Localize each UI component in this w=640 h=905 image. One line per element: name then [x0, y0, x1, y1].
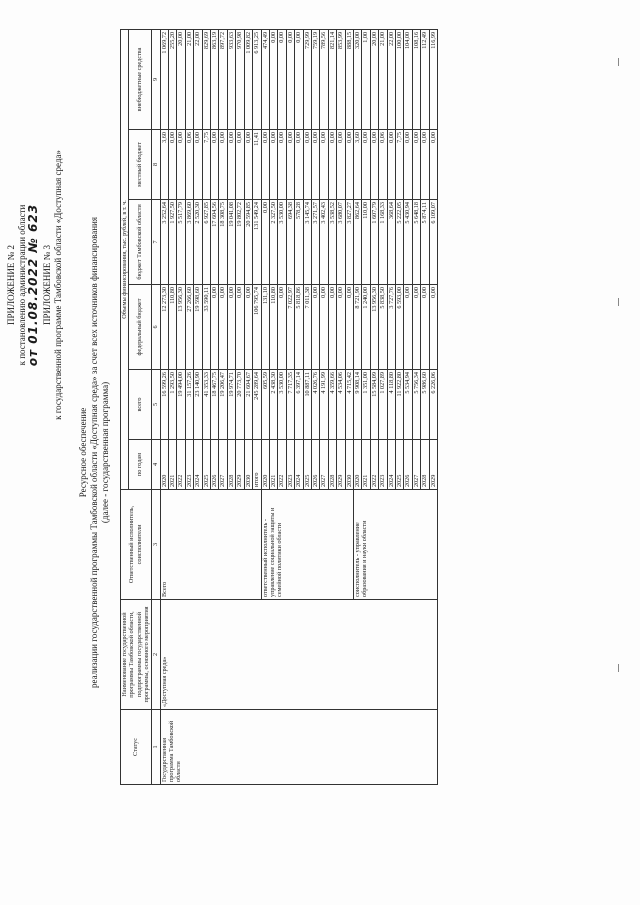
value-cell: 0,00	[211, 285, 219, 370]
value-cell: 3 271,57	[311, 200, 319, 285]
value-cell: 131,10	[261, 285, 269, 370]
value-cell: 0,00	[370, 130, 378, 200]
value-cell: 20,00	[370, 29, 378, 129]
header-total: всего	[129, 370, 151, 440]
value-cell: 2 520,30	[194, 200, 202, 285]
header-federal: федеральный бюджет	[129, 285, 151, 370]
value-cell: 0,00	[227, 130, 235, 200]
value-cell: 131 549,24	[253, 200, 261, 285]
value-cell: 0,00	[278, 130, 286, 200]
value-cell: 5 874,11	[421, 200, 429, 285]
value-cell: 789,56	[320, 29, 328, 129]
value-cell: 605,59	[261, 370, 269, 440]
header-regional: бюджет Тамбовской области	[129, 200, 151, 285]
value-cell: 19 041,08	[227, 200, 235, 285]
value-cell: 5 517,79	[177, 200, 185, 285]
value-cell: 6 397,14	[295, 370, 303, 440]
column-index-cell: 1	[151, 710, 160, 785]
value-cell: 22,00	[194, 29, 202, 129]
value-cell: 3,60	[160, 130, 168, 200]
value-cell: 9 908,14	[353, 370, 361, 440]
value-cell: 694,38	[286, 200, 294, 285]
value-cell: 255,20	[169, 29, 177, 129]
column-index-cell: 2	[151, 600, 160, 710]
value-cell: 5 534,94	[404, 370, 412, 440]
value-cell: 3 145,74	[303, 200, 311, 285]
value-cell: 23 140,90	[194, 370, 202, 440]
value-cell: 3 538,52	[328, 200, 336, 285]
value-cell: 0,00	[278, 285, 286, 370]
value-cell: 0,00	[269, 29, 277, 129]
value-cell: 5 818,86	[295, 285, 303, 370]
year-cell: 2027	[320, 440, 328, 490]
value-cell: 0,00	[219, 130, 227, 200]
document-header	[6, 120, 64, 450]
header-years: по годам	[129, 440, 151, 490]
value-cell: 110,00	[362, 200, 370, 285]
value-cell: 1 240,00	[362, 285, 370, 370]
value-cell: 0,00	[211, 130, 219, 200]
value-cell: 12 273,30	[160, 285, 168, 370]
value-cell: 11 922,80	[396, 370, 404, 440]
year-cell: 2026	[211, 440, 219, 490]
year-cell: 2022	[370, 440, 378, 490]
value-cell: 27 266,60	[185, 285, 193, 370]
year-cell: 2020	[160, 440, 168, 490]
value-cell: 1 927,50	[169, 200, 177, 285]
value-cell: 0,00	[429, 285, 437, 370]
header-local: местный бюджет	[129, 130, 151, 200]
value-cell: 0,06	[379, 130, 387, 200]
value-cell: 1 069,72	[160, 29, 168, 129]
value-cell: 0,00	[244, 130, 252, 200]
value-cell: 21,00	[379, 29, 387, 129]
value-cell: 0,00	[429, 130, 437, 200]
value-cell: 3 530,00	[278, 200, 286, 285]
year-cell: 2021	[362, 440, 370, 490]
value-cell: 6 109,07	[429, 200, 437, 285]
year-cell: 2021	[169, 440, 177, 490]
column-index-cell: 6	[151, 285, 160, 370]
year-cell: итого	[253, 440, 261, 490]
value-cell: 7 011,38	[303, 285, 311, 370]
value-cell: 13 956,30	[177, 285, 185, 370]
value-cell: 16 599,26	[160, 370, 168, 440]
value-cell: 1 293,50	[169, 370, 177, 440]
year-cell: 2025	[202, 440, 210, 490]
value-cell: 4 359,66	[328, 370, 336, 440]
year-cell: 2024	[295, 440, 303, 490]
appendix-3-label: ПРИЛОЖЕНИЕ № 3	[42, 244, 52, 326]
value-cell: 5 756,34	[412, 370, 420, 440]
year-cell: 2029	[337, 440, 345, 490]
value-cell: 0,00	[286, 130, 294, 200]
value-cell: 11,41	[253, 130, 261, 200]
value-cell: 0,00	[261, 130, 269, 200]
value-cell: 0,00	[278, 29, 286, 129]
year-cell: 2020	[353, 440, 361, 490]
year-cell: 2027	[219, 440, 227, 490]
value-cell: 108,16	[412, 29, 420, 129]
value-cell: 897,72	[219, 29, 227, 129]
value-cell: 0,00	[269, 130, 277, 200]
value-cell: 320,00	[353, 29, 361, 129]
column-index-cell: 4	[151, 440, 160, 490]
value-cell: 6 226,06	[429, 370, 437, 440]
value-cell: 888,15	[345, 29, 353, 129]
value-cell: 0,00	[295, 130, 303, 200]
value-cell: 21 604,67	[244, 370, 252, 440]
value-cell: 19 802,72	[236, 200, 244, 285]
value-cell: 2 327,50	[269, 200, 277, 285]
value-cell: 0,00	[227, 285, 235, 370]
column-index-cell: 3	[151, 490, 160, 600]
value-cell: 19 206,47	[219, 370, 227, 440]
year-cell: 2023	[286, 440, 294, 490]
value-cell: 0,00	[194, 130, 202, 200]
value-cell: 112,49	[421, 29, 429, 129]
value-cell: 0,00	[311, 285, 319, 370]
executor-cell: соисполнитель - управление образования и науки области	[353, 490, 437, 600]
value-cell: 110,80	[169, 285, 177, 370]
value-cell: 245 289,64	[253, 370, 261, 440]
value-cell: 6 927,85	[202, 200, 210, 285]
value-cell: 0,00	[412, 285, 420, 370]
value-cell: 10 887,11	[303, 370, 311, 440]
column-index-cell: 7	[151, 200, 160, 285]
value-cell: 4 715,42	[345, 370, 353, 440]
value-cell: 15 584,09	[370, 370, 378, 440]
executor-cell: Всего	[160, 490, 261, 600]
value-cell: 19 974,71	[227, 370, 235, 440]
value-cell: 0,00	[404, 285, 412, 370]
value-cell: 5 986,60	[421, 370, 429, 440]
year-cell: 2022	[177, 440, 185, 490]
value-cell: 110,80	[269, 285, 277, 370]
value-cell: 0,00	[320, 285, 328, 370]
year-cell: 2025	[396, 440, 404, 490]
year-cell: 2021	[269, 440, 277, 490]
value-cell: 578,28	[295, 200, 303, 285]
year-cell: 2024	[387, 440, 395, 490]
table-body	[160, 29, 437, 784]
value-cell: 0,00	[177, 130, 185, 200]
title-line-1: Ресурсное обеспечение	[78, 407, 88, 498]
value-cell: 41 353,33	[202, 370, 210, 440]
value-cell: 4 118,80	[387, 370, 395, 440]
value-cell: 0,00	[169, 130, 177, 200]
year-cell: 2028	[227, 440, 235, 490]
year-cell: 2020	[261, 440, 269, 490]
value-cell: 106 795,74	[253, 285, 261, 370]
year-cell: 2027	[412, 440, 420, 490]
value-cell: 1 351,00	[362, 370, 370, 440]
value-cell: 0,00	[421, 130, 429, 200]
value-cell: 0,00	[412, 130, 420, 200]
year-cell: 2024	[194, 440, 202, 490]
value-cell: 1 607,79	[370, 200, 378, 285]
value-cell: 5 222,05	[396, 200, 404, 285]
value-cell: 474,49	[261, 29, 269, 129]
value-cell: 0,00	[286, 29, 294, 129]
value-cell: 970,98	[236, 29, 244, 129]
value-cell: 0,00	[219, 285, 227, 370]
value-cell: 0,00	[311, 130, 319, 200]
value-cell: 4 026,76	[311, 370, 319, 440]
title-line-2: реализации государственной программы Тамбовской области «Доступная среда» за счет всех источников финансирования	[89, 217, 99, 688]
column-index-cell: 9	[151, 29, 160, 129]
value-cell: 6 593,00	[396, 285, 404, 370]
value-cell: 4 534,06	[337, 370, 345, 440]
year-cell: 2030	[244, 440, 252, 490]
value-cell: 116,99	[429, 29, 437, 129]
table-row	[160, 29, 168, 784]
executor-cell: ответственный исполнитель - управление социальной защиты и семейной политики области	[261, 490, 353, 600]
value-cell: 862,64	[353, 200, 361, 285]
value-cell: 21,00	[185, 29, 193, 129]
value-cell: 0,00	[320, 130, 328, 200]
value-cell: 18 308,75	[219, 200, 227, 285]
program-name-cell: «Доступная среда»	[160, 600, 437, 710]
value-cell: 0,00	[362, 130, 370, 200]
value-cell: 5 430,94	[404, 200, 412, 285]
value-cell: 22,00	[387, 29, 395, 129]
value-cell: 0,00	[236, 130, 244, 200]
value-cell: 104,00	[404, 29, 412, 129]
value-cell: 821,14	[328, 29, 336, 129]
value-cell: 853,99	[337, 29, 345, 129]
year-cell: 2030	[345, 440, 353, 490]
value-cell: 19 494,00	[177, 370, 185, 440]
value-cell: 863,19	[211, 29, 219, 129]
value-cell: 3 680,07	[337, 200, 345, 285]
year-cell: 2026	[404, 440, 412, 490]
value-cell: 6 913,25	[253, 29, 261, 129]
year-cell: 2028	[421, 440, 429, 490]
program-reference: к государственной программе Тамбовской области «Доступная среда»	[53, 150, 63, 420]
header-name: Наименование государственной программы Тамбовской области, подпрограммы государственной программы, основного мероприятия	[121, 600, 152, 710]
value-cell: 0,00	[337, 130, 345, 200]
title-line-3: (далее - государственная программа)	[100, 381, 110, 524]
value-cell: 17 604,56	[211, 200, 219, 285]
value-cell: 0,00	[244, 285, 252, 370]
value-cell: 1 009,82	[244, 29, 252, 129]
column-index-cell: 8	[151, 130, 160, 200]
value-cell: 729,99	[303, 29, 311, 129]
value-cell: 0,00	[295, 29, 303, 129]
value-cell: 20 773,70	[236, 370, 244, 440]
resolution-reference: к постановлению администрации области	[17, 204, 27, 366]
value-cell: 933,63	[227, 29, 235, 129]
value-cell: 3 827,27	[345, 200, 353, 285]
header-extra: внебюджетные средства	[129, 29, 151, 129]
value-cell: 13 956,30	[370, 285, 378, 370]
value-cell: 0,00	[261, 200, 269, 285]
value-cell: 1 027,89	[379, 370, 387, 440]
value-cell: 3 727,76	[387, 285, 395, 370]
value-cell: 18 467,75	[211, 370, 219, 440]
year-cell: 2029	[429, 440, 437, 490]
value-cell: 20,00	[177, 29, 185, 129]
value-cell: 3 530,00	[278, 370, 286, 440]
year-cell: 2025	[303, 440, 311, 490]
column-index-cell: 5	[151, 370, 160, 440]
value-cell: 33 590,11	[202, 285, 210, 370]
value-cell: 3 402,43	[320, 200, 328, 285]
header-executor: Ответственный исполнитель, соисполнители	[121, 490, 152, 600]
value-cell: 3,60	[353, 130, 361, 200]
value-cell: 31 157,26	[185, 370, 193, 440]
value-cell: 759,19	[311, 29, 319, 129]
value-cell: 7 022,97	[286, 285, 294, 370]
year-cell: 2029	[236, 440, 244, 490]
value-cell: 3 869,60	[185, 200, 193, 285]
resource-table	[120, 29, 438, 785]
value-cell: 5 648,18	[412, 200, 420, 285]
resolution-date-number: от 01.08.2022 № 623	[26, 203, 40, 367]
value-cell: 0,00	[387, 130, 395, 200]
value-cell: 0,00	[303, 130, 311, 200]
value-cell: 0,00	[328, 285, 336, 370]
value-cell: 3 252,64	[160, 200, 168, 285]
value-cell: 1,00	[362, 29, 370, 129]
value-cell: 0,00	[345, 130, 353, 200]
value-cell: 0,00	[345, 285, 353, 370]
value-cell: 7,75	[396, 130, 404, 200]
appendix-2-label: ПРИЛОЖЕНИЕ № 2	[6, 244, 16, 326]
value-cell: 100,00	[396, 29, 404, 129]
year-cell: 2022	[278, 440, 286, 490]
value-cell: 0,06	[185, 130, 193, 200]
value-cell: 0,00	[236, 285, 244, 370]
value-cell: 1 168,33	[379, 200, 387, 285]
value-cell: 5 838,50	[379, 285, 387, 370]
value-cell: 20 594,85	[244, 200, 252, 285]
value-cell: 0,00	[337, 285, 345, 370]
column-index-row	[151, 29, 160, 784]
status-cell: Государственная программа Тамбовской области	[160, 710, 437, 785]
header-volume: Объемы финансирования, тыс. рублей, в т. ч.	[121, 29, 129, 489]
value-cell: 368,64	[387, 200, 395, 285]
value-cell: 7,75	[202, 130, 210, 200]
value-cell: 2 438,30	[269, 370, 277, 440]
value-cell: 19 598,60	[194, 285, 202, 370]
year-cell: 2026	[311, 440, 319, 490]
value-cell: 0,00	[421, 285, 429, 370]
value-cell: 7 717,35	[286, 370, 294, 440]
value-cell: 8 721,90	[353, 285, 361, 370]
value-cell: 829,69	[202, 29, 210, 129]
year-cell: 2023	[185, 440, 193, 490]
value-cell: 0,00	[328, 130, 336, 200]
value-cell: 0,00	[404, 130, 412, 200]
document-title	[78, 0, 111, 905]
year-cell: 2028	[328, 440, 336, 490]
year-cell: 2023	[379, 440, 387, 490]
value-cell: 4 191,99	[320, 370, 328, 440]
header-status: Статус	[121, 710, 152, 785]
